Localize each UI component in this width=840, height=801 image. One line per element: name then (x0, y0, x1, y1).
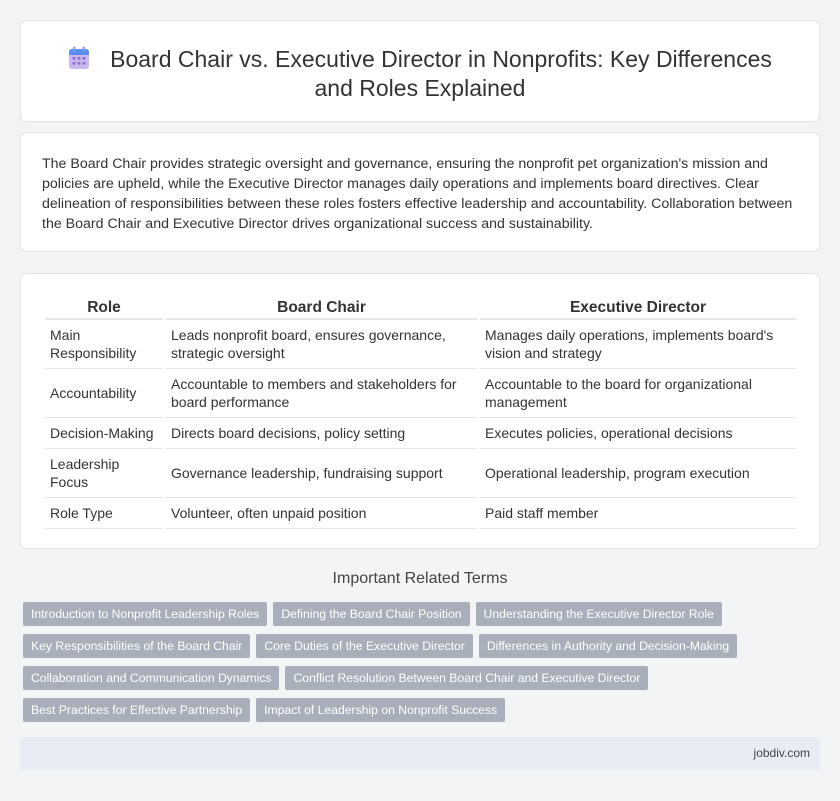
comparison-table-card (20, 273, 820, 549)
executive-director-cell: Executes policies, operational decisions (480, 418, 796, 449)
board-chair-cell: Directs board decisions, policy setting (166, 418, 477, 449)
footer-bar (20, 737, 820, 770)
related-term-tag[interactable]: Differences in Authority and Decision-Making (479, 634, 737, 658)
page-title: Board Chair vs. Executive Director in Nonprofits: Key Differences and Roles Explained (110, 46, 772, 101)
header-card (20, 20, 820, 122)
related-term-tag[interactable]: Defining the Board Chair Position (273, 602, 469, 626)
board-chair-cell: Accountable to members and stakeholders for board performance (166, 369, 477, 418)
row-label: Role Type (45, 498, 163, 529)
executive-director-cell: Operational leadership, program execution (480, 449, 796, 498)
column-header-board-chair: Board Chair (166, 295, 477, 320)
intro-paragraph: The Board Chair provides strategic oversight and governance, ensuring the nonprofit pet organization's mission and policies are upheld, while the Executive Director manages daily operations and implements board directives. Clear delineation of responsibilities between these roles fosters effective leadership and accountability. Collaboration between the Board Chair and Executive Director drives organizational success and sustainability. (42, 156, 793, 232)
table-row (45, 369, 796, 418)
column-header-role: Role (45, 295, 163, 320)
related-term-tag[interactable]: Core Duties of the Executive Director (256, 634, 473, 658)
table-row (45, 449, 796, 498)
table-header-row (45, 295, 796, 320)
related-term-tag[interactable]: Key Responsibilities of the Board Chair (23, 634, 250, 658)
calendar-icon (68, 46, 90, 70)
executive-director-cell: Paid staff member (480, 498, 796, 529)
page-title-row (21, 45, 819, 103)
board-chair-cell: Governance leadership, fundraising support (166, 449, 477, 498)
comparison-table (42, 295, 799, 529)
row-label: Decision-Making (45, 418, 163, 449)
row-label: Accountability (45, 369, 163, 418)
intro-card (20, 132, 820, 252)
related-term-tag[interactable]: Introduction to Nonprofit Leadership Roles (23, 602, 267, 626)
related-term-tag[interactable]: Conflict Resolution Between Board Chair and Executive Director (285, 666, 648, 690)
column-header-executive-director: Executive Director (480, 295, 796, 320)
related-terms-title: Important Related Terms (332, 570, 508, 587)
executive-director-cell: Accountable to the board for organizational management (480, 369, 796, 418)
row-label: Main Responsibility (45, 320, 163, 369)
related-term-tag[interactable]: Understanding the Executive Director Role (476, 602, 722, 626)
related-terms-list (23, 602, 743, 730)
table-row (45, 418, 796, 449)
board-chair-cell: Volunteer, often unpaid position (166, 498, 477, 529)
related-term-tag[interactable]: Collaboration and Communication Dynamics (23, 666, 279, 690)
related-term-tag[interactable]: Best Practices for Effective Partnership (23, 698, 250, 722)
table-row (45, 498, 796, 529)
related-term-tag[interactable]: Impact of Leadership on Nonprofit Success (256, 698, 505, 722)
board-chair-cell: Leads nonprofit board, ensures governance, strategic oversight (166, 320, 477, 369)
table-row (45, 320, 796, 369)
footer-site-link[interactable]: jobdiv.com (753, 746, 810, 760)
executive-director-cell: Manages daily operations, implements board's vision and strategy (480, 320, 796, 369)
row-label: Leadership Focus (45, 449, 163, 498)
